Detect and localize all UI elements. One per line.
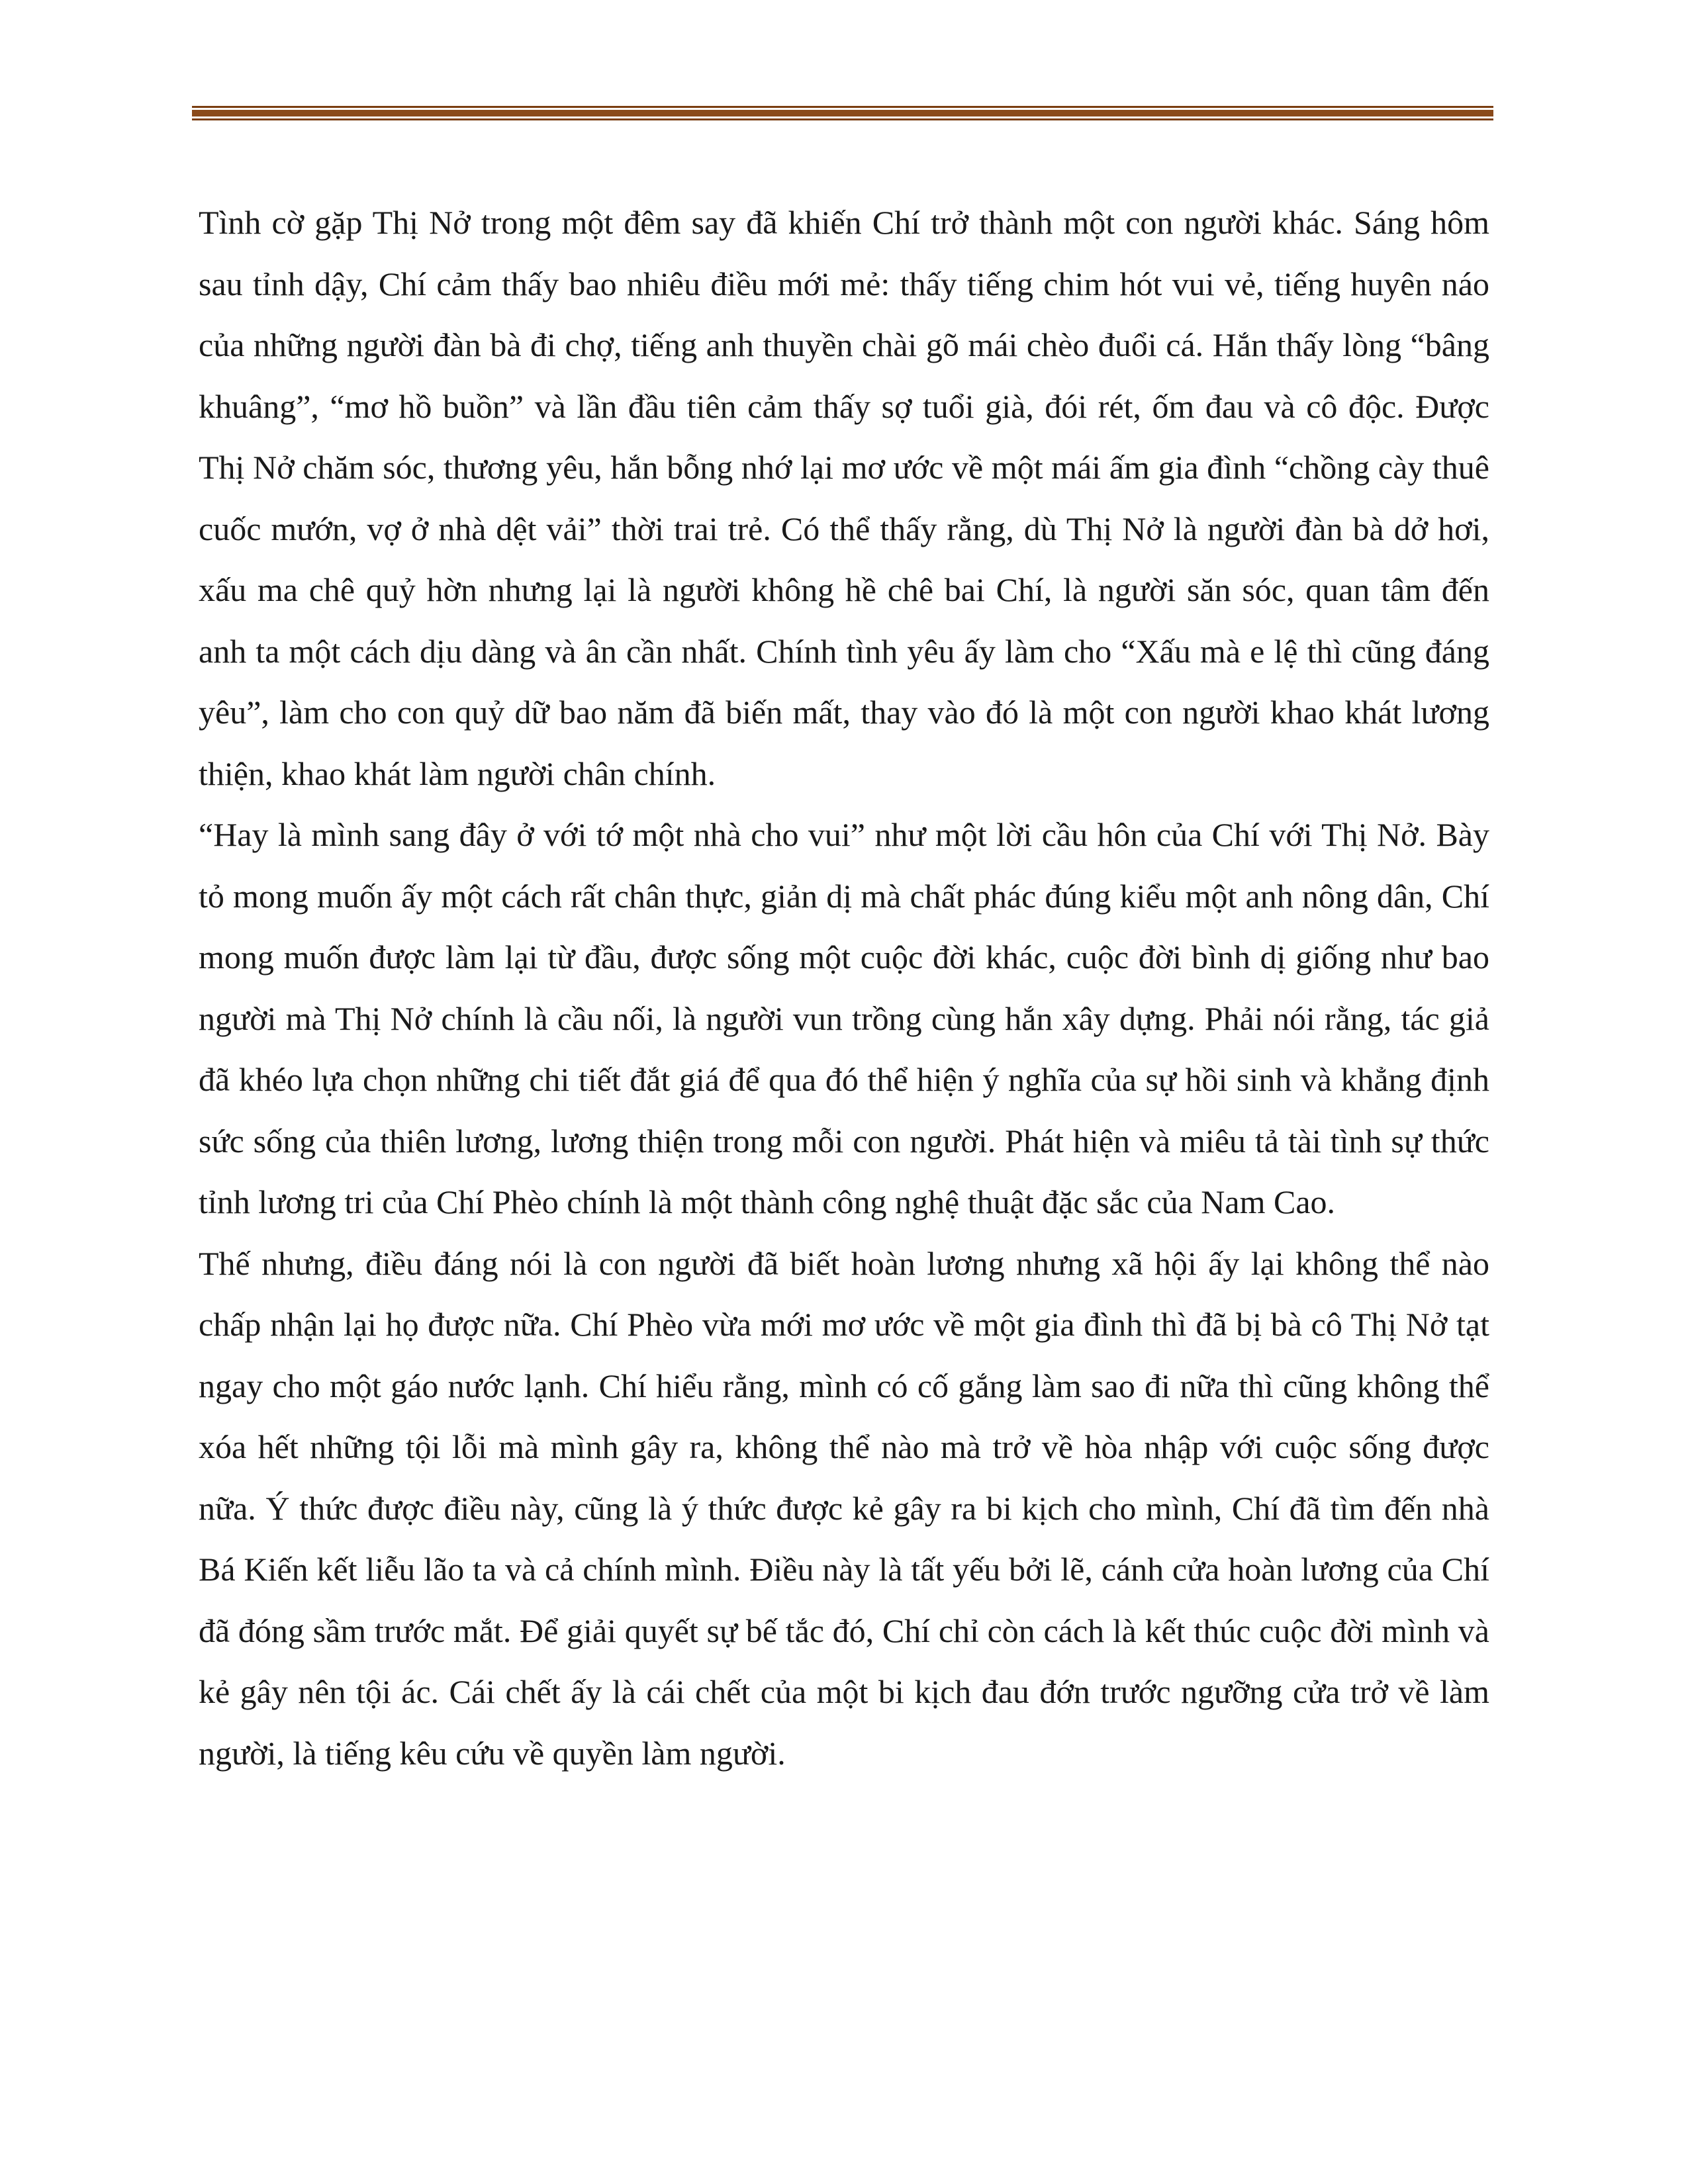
paragraph-1: Tình cờ gặp Thị Nở trong một đêm say đã khiến Chí trở thành một con người khác. Sáng hôm sau tỉnh dậy, Chí cảm thấy bao nhiêu điều mới mẻ: thấy tiếng chim hót vui vẻ, tiếng huyên náo của những người đàn bà đi chợ, tiếng anh thuyền chài gõ mái chèo đuổi cá. Hắn thấy lòng “bâng khuâng”, “mơ hồ buồn” và lần đầu tiên cảm thấy sợ tuổi già, đói rét, ốm đau và cô độc. Được Thị Nở chăm sóc, thương yêu, hắn bỗng nhớ lại mơ ước về một mái ấm gia đình “chồng cày thuê cuốc mướn, vợ ở nhà dệt vải” thời trai trẻ. Có thể thấy rằng, dù Thị Nở là người đàn bà dở hơi, xấu ma chê quỷ hờn nhưng lại là người không hề chê bai Chí, là người săn sóc, quan tâm đến anh ta một cách dịu dàng và ân cần nhất. Chính tình yêu ấy làm cho “Xấu mà e lệ thì cũng đáng yêu”, làm cho con quỷ dữ bao năm đã biến mất, thay vào đó là một con người khao khát lương thiện, khao khát làm người chân chính. — [199, 204, 1489, 792]
paragraph-3: Thế nhưng, điều đáng nói là con người đã biết hoàn lương nhưng xã hội ấy lại không thể nào chấp nhận lại họ được nữa. Chí Phèo vừa mới mơ ước về một gia đình thì đã bị bà cô Thị Nở tạt ngay cho một gáo nước lạnh. Chí hiểu rằng, mình có cố gắng làm sao đi nữa thì cũng không thể xóa hết những tội lỗi mà mình gây ra, không thể nào mà trở về hòa nhập với cuộc sống được nữa. Ý thức được điều này, cũng là ý thức được kẻ gây ra bi kịch cho mình, Chí đã tìm đến nhà Bá Kiến kết liễu lão ta và cả chính mình. Điều này là tất yếu bởi lẽ, cánh cửa hoàn lương của Chí đã đóng sầm trước mắt. Để giải quyết sự bế tắc đó, Chí chỉ còn cách là kết thúc cuộc đời mình và kẻ gây nên tội ác. Cái chết ấy là cái chết của một bi kịch đau đớn trước ngưỡng cửa trở về làm người, là tiếng kêu cứu về quyền làm người. — [199, 1244, 1489, 1772]
header-rule-thick — [192, 110, 1493, 116]
header-rule-thin-bottom — [192, 118, 1493, 120]
body-text — [199, 192, 1489, 1784]
header-rule-thin-top — [192, 106, 1493, 108]
header-rule — [192, 106, 1493, 120]
paragraph-2: “Hay là mình sang đây ở với tớ một nhà cho vui” như một lời cầu hôn của Chí với Thị Nở. Bày tỏ mong muốn ấy một cách rất chân thực, giản dị mà chất phác đúng kiểu một anh nông dân, Chí mong muốn được làm lại từ đầu, được sống một cuộc đời khác, cuộc đời bình dị giống như bao người mà Thị Nở chính là cầu nối, là người vun trồng cùng hắn xây dựng. Phải nói rằng, tác giả đã khéo lựa chọn những chi tiết đắt giá để qua đó thể hiện ý nghĩa của sự hồi sinh và khẳng định sức sống của thiên lương, lương thiện trong mỗi con người. Phát hiện và miêu tả tài tình sự thức tỉnh lương tri của Chí Phèo chính là một thành công nghệ thuật đặc sắc của Nam Cao. — [199, 816, 1489, 1220]
